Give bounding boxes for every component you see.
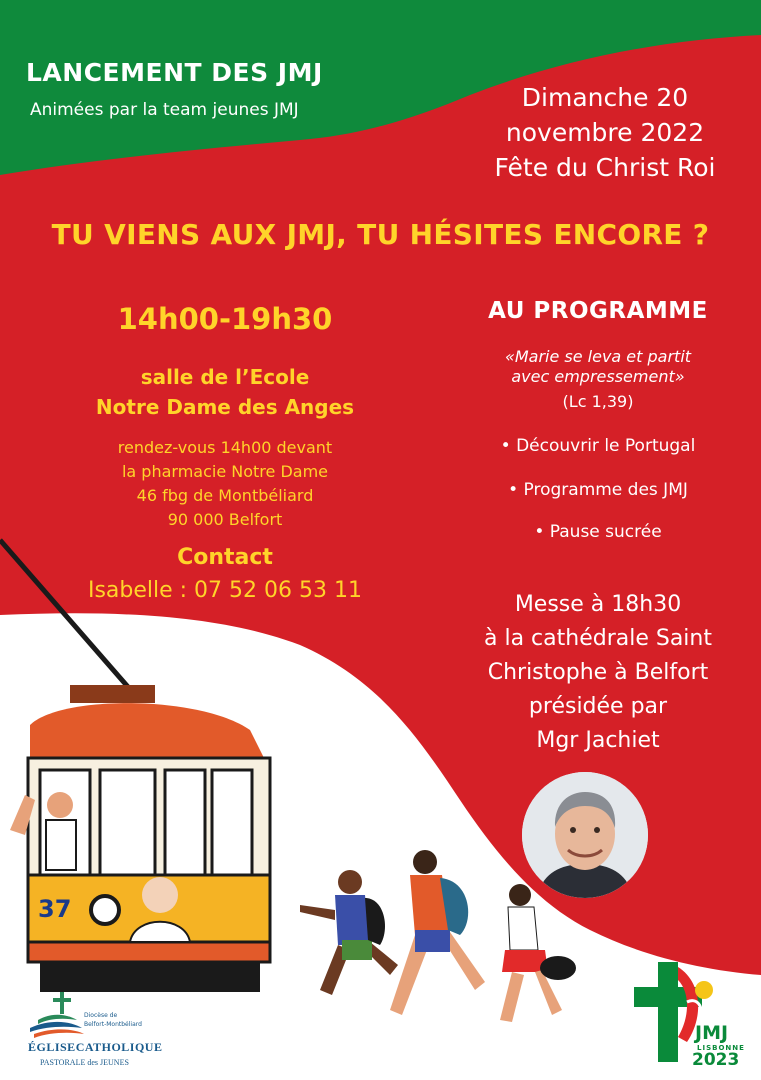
- venue-line-1: salle de l’Ecole: [140, 365, 310, 389]
- jmj-city: LISBONNE: [697, 1044, 745, 1052]
- program-item: • Programme des JMJ: [508, 480, 688, 500]
- date-line-2: novembre 2022: [505, 118, 705, 147]
- date-line-3: Fête du Christ Roi: [494, 153, 716, 182]
- mass-line: Mgr Jachiet: [536, 728, 660, 753]
- meeting-line: 46 fbg de Montbéliard: [136, 486, 314, 505]
- quote-line-2: avec empressement»: [511, 367, 685, 386]
- diocese-subtitle: PASTORALE des JEUNES: [40, 1058, 129, 1067]
- event-time: 14h00-19h30: [117, 302, 333, 336]
- contact-value: Isabelle : 07 52 06 53 11: [87, 578, 363, 603]
- program-item: • Découvrir le Portugal: [500, 436, 696, 456]
- runner-3: [500, 884, 576, 1022]
- event-date: [455, 80, 755, 185]
- contact-label: Contact: [177, 545, 273, 570]
- bible-quote: [418, 347, 761, 387]
- mass-line: Christophe à Belfort: [487, 660, 709, 685]
- date-line-1: Dimanche 20: [521, 83, 689, 112]
- program-title: AU PROGRAMME: [488, 298, 708, 324]
- venue: [40, 362, 410, 422]
- quote-line-1: «Marie se leva et partit: [504, 347, 692, 366]
- diocese-small-line-2: Belfort-Montbéliard: [84, 1021, 142, 1028]
- headline: TU VIENS AUX JMJ, TU HÉSITES ENCORE ?: [51, 218, 710, 251]
- diocese-name: ÉGLISECATHOLIQUE: [28, 1040, 163, 1054]
- venue-line-2: Notre Dame des Anges: [95, 395, 355, 419]
- diocese-small-line-1: Diocèse de: [84, 1012, 118, 1019]
- meeting-line: la pharmacie Notre Dame: [121, 462, 329, 481]
- mass-info: [418, 588, 761, 758]
- event-title: LANCEMENT DES JMJ: [26, 58, 323, 87]
- mass-line: Messe à 18h30: [514, 592, 682, 617]
- jmj-word: JMJ: [695, 1022, 729, 1044]
- jmj-year: 2023: [692, 1050, 740, 1070]
- runner-1: [300, 870, 398, 995]
- runner-2: [390, 850, 485, 1015]
- meeting-line: 90 000 Belfort: [167, 510, 283, 529]
- mass-line: présidée par: [528, 694, 668, 719]
- quote-reference: (Lc 1,39): [562, 392, 634, 411]
- runners-illustration: [290, 850, 590, 1060]
- tram-number: 37: [38, 895, 72, 923]
- event-subtitle: Animées par la team jeunes JMJ: [30, 100, 299, 120]
- mass-line: à la cathédrale Saint: [483, 626, 712, 651]
- meeting-point: [40, 436, 410, 532]
- meeting-line: rendez-vous 14h00 devant: [117, 438, 333, 457]
- program-item: • Pause sucrée: [534, 522, 662, 542]
- tram-illustration: [0, 530, 290, 1010]
